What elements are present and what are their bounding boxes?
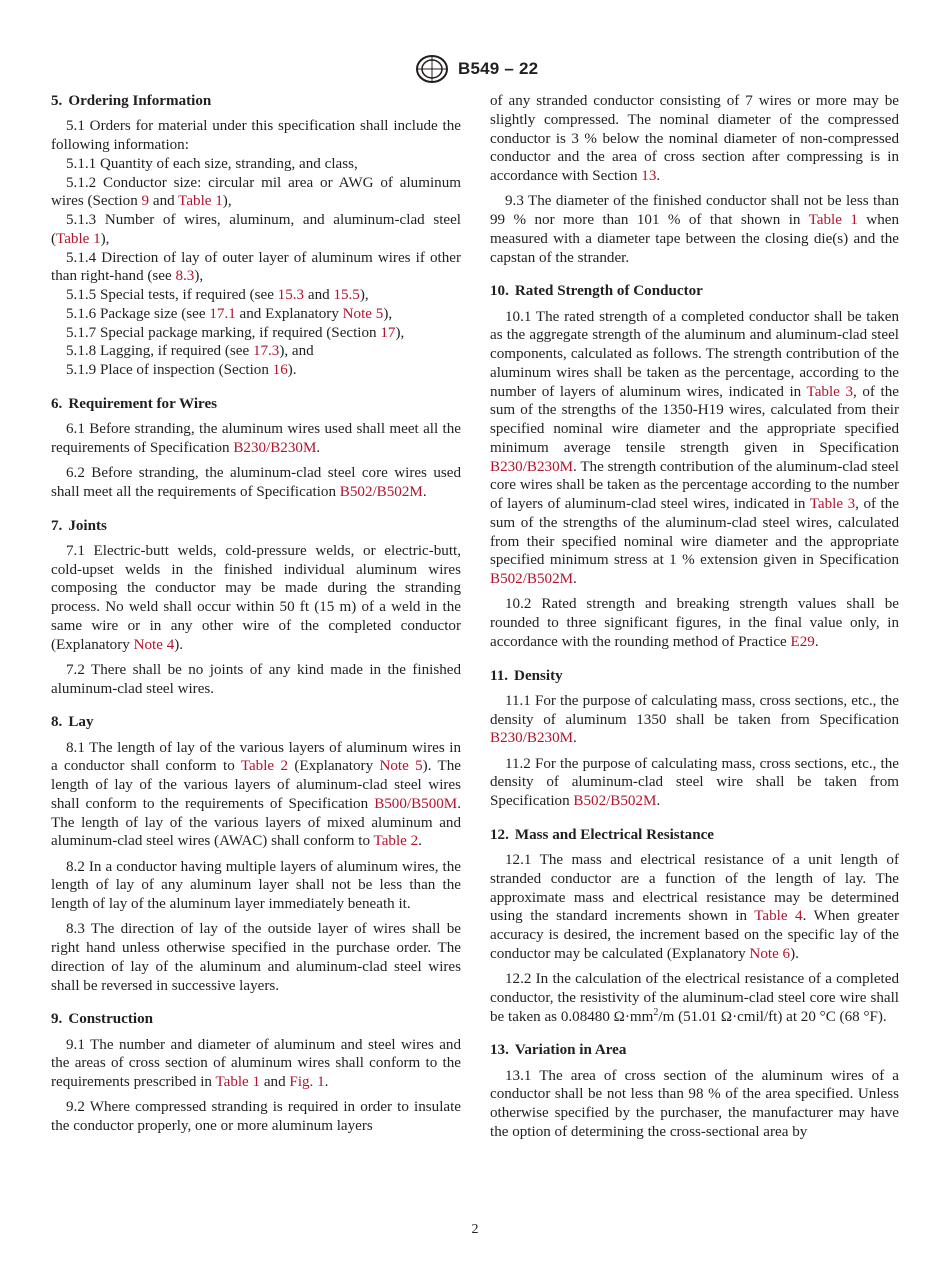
- paragraph-8-2: 8.2 In a conductor having multiple layers of aluminum wires, the length of lay of any aluminum layer shall not be less than the length of lay of the aluminum layer immediately beneath it.: [51, 858, 461, 912]
- table-1-link[interactable]: Table 1: [215, 1074, 261, 1090]
- paragraph-8-1: 8.1 The length of lay of the various layers of aluminum wires in a conductor shall conform to Table 2 (Explanatory Note 5). The length of lay of the various layers of aluminum-clad steel wires shall conform to the requirements of Specification B500/B500M. The length of lay of the various layers of mixed aluminum and aluminum-clad steel wires (AWAC) shall conform to Table 2.: [51, 739, 461, 850]
- section-heading-5: 5. Ordering Information: [51, 93, 212, 109]
- table-1-link[interactable]: Table 1: [178, 193, 223, 210]
- paragraph-5-1-8: 5.1.8 Lagging, if required (see 17.3), and: [66, 343, 314, 360]
- section-15-5-link[interactable]: 15.5: [333, 287, 360, 303]
- section-heading-9: 9. Construction: [51, 1011, 154, 1028]
- section-heading-12: 12. Mass and Electrical Resistance: [490, 826, 714, 843]
- table-3-link[interactable]: Table 3: [806, 383, 853, 400]
- standard-designation: B549 – 22: [458, 59, 539, 78]
- paragraph-11-1: 11.1 For the purpose of calculating mass, cross sections, etc., the density of aluminum 1350 shall be taken from Specification B230/B230M.: [490, 692, 899, 747]
- paragraph-5-1-4: 5.1.4 Direction of lay of outer layer of aluminum wires if other than right-hand (see 8.3),: [51, 249, 461, 285]
- table-1-link[interactable]: Table 1: [56, 230, 101, 247]
- section-16-link[interactable]: 16: [272, 362, 288, 378]
- spec-b502-link[interactable]: B502/B502M: [339, 483, 423, 500]
- paragraph-5-1-9: 5.1.9 Place of inspection (Section 16).: [66, 362, 297, 378]
- right-column: [490, 92, 899, 1142]
- section-heading-10: 10. Rated Strength of Conductor: [490, 283, 703, 300]
- paragraph-10-1: 10.1 The rated strength of a completed conductor shall be taken as the aggregate strength of the aluminum and aluminum-clad steel components, calculated as follows. The strength contribution of the aluminum wires shall be taken as the percentage, according to the number of layers of aluminum wires, indicated in Table 3, of the sum of the strengths of the 1350-H19 wires, calculated from their specified nominal wire diameter and the appropriate specified minimum average tensile strength given in Specification B230/B230M. The strength contribution of the aluminum-clad steel core wires shall be taken as the percentage according to the number of layers of aluminum-clad steel wires, indicated in Table 3, of the sum of the strengths of the aluminum-clad steel wires, calculated from their specified nominal wire diameter and the appropriate specified minimum stress at 1 % extension given in Specification B502/B502M.: [490, 308, 899, 587]
- paragraph-5-1-7: 5.1.7 Special package marking, if required (Section 17),: [66, 324, 405, 341]
- paragraph-6-1: 6.1 Before stranding, the aluminum wires used shall meet all the requirements of Specification B230/B230M.: [51, 421, 461, 456]
- paragraph-11-2: 11.2 For the purpose of calculating mass, cross sections, etc., the density of aluminum-clad steel wire shall be taken from Specification B502/B502M.: [490, 755, 899, 809]
- paragraph-12-1: 12.1 The mass and electrical resistance of a unit length of stranded conductor are a function of the length of lay. The approximate mass and electrical resistance may be determined using the standard increments shown in Table 4. When greater accuracy is desired, the increment based on the specific lay of the conductor may be calculated (Explanatory Note 6).: [490, 852, 900, 962]
- paragraph-9-2-continued: of any stranded conductor consisting of 7 wires or more may be slightly compressed. The nominal diameter of the compressed conductor is 3 % below the nominal diameter of non-compressed conductor and the area of cross section after compressing is in accordance with Section 13.: [490, 93, 899, 184]
- table-3-link[interactable]: Table 3: [809, 496, 856, 512]
- spec-b230-link[interactable]: B230/B230M: [490, 730, 574, 747]
- section-heading-13: 13. Variation in Area: [490, 1042, 627, 1059]
- section-15-3-link[interactable]: 15.3: [277, 287, 305, 303]
- note-5-link[interactable]: Note 5: [379, 758, 423, 775]
- practice-e29-link[interactable]: E29: [790, 633, 815, 650]
- table-1-link[interactable]: Table 1: [808, 212, 858, 228]
- spec-b230-link[interactable]: B230/B230M: [233, 439, 317, 456]
- section-17-1-link[interactable]: 17.1: [209, 305, 236, 322]
- paragraph-5-1-2: 5.1.2 Conductor size: circular mil area or AWG of aluminum wires (Section 9 and Table 1),: [51, 174, 461, 210]
- paragraph-7-2: 7.2 There shall be no joints of any kind made in the finished aluminum-clad steel wires.: [51, 661, 461, 697]
- page-header: [0, 54, 950, 86]
- section-heading-11: 11. Density: [490, 667, 563, 684]
- paragraph-5-1-5: 5.1.5 Special tests, if required (see 15.3 and 15.5),: [66, 287, 369, 303]
- paragraph-7-1: 7.1 Electric-butt welds, cold-pressure welds, or electric-butt, cold-upset welds in the finished individual aluminum wires composing the conductor may be made during the stranding process. No weld shall occur within 50 ft (15 m) of a weld in the same wire or in any other wire of the completed conductor (Explanatory Note 4).: [51, 542, 461, 653]
- section-13-link[interactable]: 13: [641, 168, 657, 184]
- table-2-link[interactable]: Table 2: [373, 833, 419, 850]
- section-8-3-link[interactable]: 8.3: [175, 268, 195, 285]
- spec-b230-link[interactable]: B230/B230M: [490, 458, 574, 475]
- paragraph-9-1: 9.1 The number and diameter of aluminum and steel wires and the areas of cross section of aluminum wires shall conform to the requirements prescribed in Table 1 and Fig. 1.: [51, 1036, 461, 1090]
- spec-b502-link[interactable]: B502/B502M: [573, 793, 657, 809]
- table-2-link[interactable]: Table 2: [240, 758, 288, 775]
- paragraph-10-2: 10.2 Rated strength and breaking strength values shall be rounded to three significant figures, in the final value only, in accordance with the rounding method of Practice E29.: [490, 596, 899, 650]
- paragraph-9-3: 9.3 The diameter of the finished conductor shall not be less than 99 % nor more than 101 % of that shown in Table 1 when measured with a diameter tape between the closing die(s) and the capstan of the strander.: [490, 193, 899, 266]
- note-6-link[interactable]: Note 6: [749, 945, 791, 962]
- section-heading-7: 7. Joints: [51, 517, 107, 534]
- spec-b500-link[interactable]: B500/B500M: [374, 795, 458, 812]
- note-4-link[interactable]: Note 4: [133, 636, 175, 653]
- paragraph-13-1: 13.1 The area of cross section of the aluminum wires of a conductor shall be not less than 98 % of the area specified. Unless otherwise specified by the purchaser, the manufacturer may have the option of determining the cross-sectional area by: [490, 1067, 899, 1140]
- paragraph-8-3: 8.3 The direction of lay of the outside layer of wires shall be right hand unless otherwise specified in the purchase order. The direction of lay of the aluminum and aluminum-clad steel wires shall be reversed in successive layers.: [51, 921, 461, 994]
- section-9-link[interactable]: 9: [141, 193, 150, 210]
- paragraph-9-2: 9.2 Where compressed stranding is required in order to insulate the conductor properly, one or more aluminum layers: [51, 1099, 461, 1134]
- paragraph-5-1-6: 5.1.6 Package size (see 17.1 and Explanatory Note 5),: [66, 305, 393, 322]
- section-17-3-link[interactable]: 17.3: [252, 343, 280, 360]
- spec-b502-link[interactable]: B502/B502M: [490, 571, 574, 587]
- section-17-link[interactable]: 17: [380, 324, 396, 341]
- paragraph-5-1: 5.1 Orders for material under this specification shall include the following information:: [51, 118, 461, 153]
- table-4-link[interactable]: Table 4: [754, 908, 803, 925]
- astm-logo-icon: [414, 54, 450, 84]
- fig-1-link[interactable]: Fig. 1: [289, 1074, 325, 1090]
- note-5-link[interactable]: Note 5: [342, 305, 384, 322]
- paragraph-6-2: 6.2 Before stranding, the aluminum-clad steel core wires used shall meet all the requirements of Specification B502/B502M.: [51, 465, 461, 500]
- section-heading-8: 8. Lay: [51, 714, 94, 731]
- left-column: [51, 92, 461, 1136]
- paragraph-5-1-3: 5.1.3 Number of wires, aluminum, and aluminum-clad steel (Table 1),: [51, 212, 461, 247]
- page-number: 2: [471, 1222, 479, 1237]
- section-heading-6: 6. Requirement for Wires: [51, 395, 218, 412]
- paragraph-5-1-1: 5.1.1 Quantity of each size, stranding, and class,: [66, 155, 358, 172]
- paragraph-12-2: 12.2 In the calculation of the electrical resistance of a completed conductor, the resistivity of the aluminum-clad steel core wire shall be taken as 0.08480 $\Omega\cdot mm^2/m$ (51.01 Ω·cmil/ft) at 20 °C (68 °F).: [490, 971, 899, 1025]
